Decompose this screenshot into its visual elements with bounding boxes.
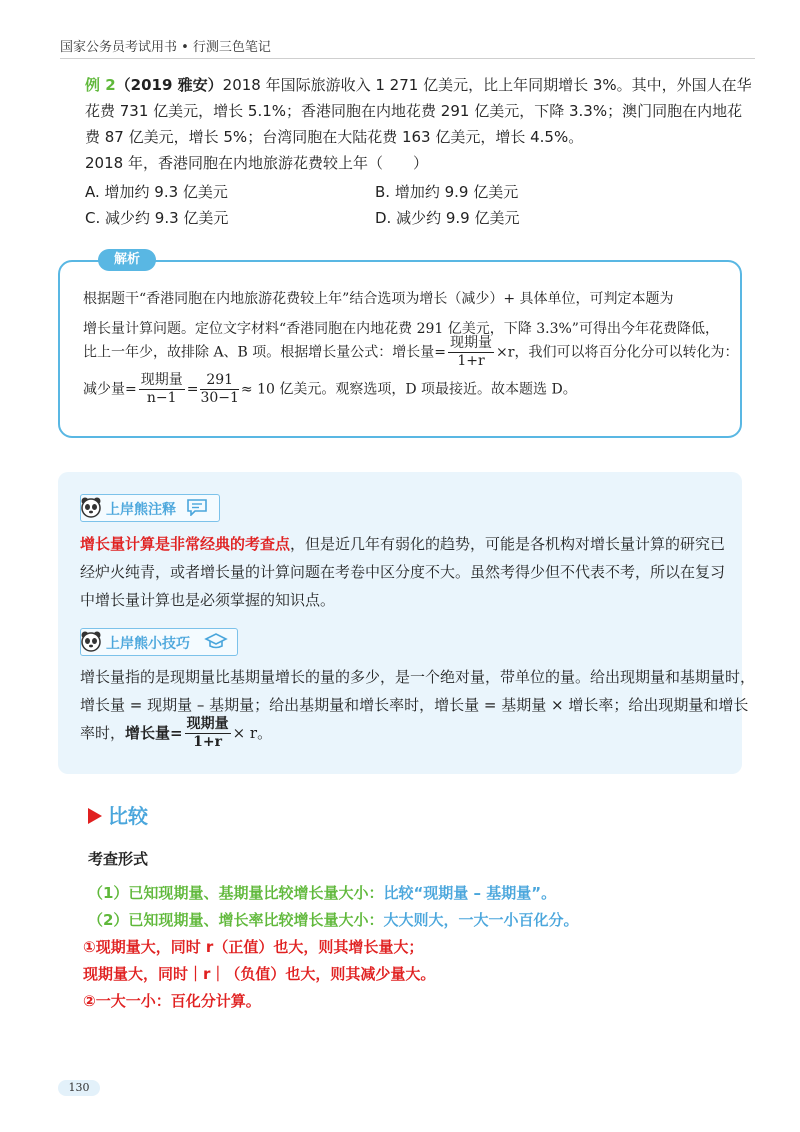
section-subtitle: 考查形式 <box>88 850 149 868</box>
note1-highlight: 增长量计算是非常经典的考查点 <box>80 535 291 553</box>
value-fraction <box>200 372 238 407</box>
example-source: （2019 雅安） <box>115 76 223 94</box>
example-label: 例 2 <box>85 76 116 94</box>
triangle-bullet-icon <box>88 808 102 824</box>
header-divider <box>60 58 755 59</box>
option-b: B. 增加约 9.9 亿美元 <box>375 183 519 201</box>
graduation-cap-icon <box>204 632 228 650</box>
analysis-line-4 <box>83 372 577 407</box>
option-a: A. 增加约 9.3 亿美元 <box>85 183 228 201</box>
item-text: 大大则大，一大一小百化分。 <box>383 911 579 929</box>
note-tag-label: 上岸熊注释 <box>106 502 176 518</box>
analysis-line-4-pre: 减少量= <box>83 381 137 398</box>
note1-line-2: 经炉火纯青，或者增长量的计算问题在考卷中区分度不大。虽然考得少但不代表不考，所以在复习 <box>80 563 726 581</box>
note2-line-3-pre: 率时， <box>80 724 126 742</box>
note2-line-2: 增长量 = 现期量 – 基期量；给出基期量和增长率时，增长量 = 基期量 × 增长率；给出现期量和增长 <box>80 696 749 714</box>
fraction-denominator: 1+r <box>457 353 485 369</box>
section-title-text: 比较 <box>108 804 148 828</box>
equals-sign: = <box>186 381 199 398</box>
note1-line-1-rest: ，但是近几年有弱化的趋势，可能是各机构对增长量计算的研究已 <box>290 535 726 553</box>
fraction-denominator: 30−1 <box>200 390 239 406</box>
growth-formula-fraction <box>448 335 494 370</box>
exam-form-item-1 <box>88 882 556 903</box>
tip-formula-fraction <box>185 716 231 751</box>
note2-formula-label: 增长量= <box>125 724 183 742</box>
rule-line-3: ②一大一小：百化分计算。 <box>83 992 261 1010</box>
analysis-tag: 解析 <box>98 249 156 271</box>
item-label: （1）已知现期量、基期量比较增长量大小： <box>88 884 384 902</box>
rule-line-2: 现期量大，同时｜r｜（负值）也大，则其减少量大。 <box>83 965 436 983</box>
exam-form-item-2 <box>88 909 578 930</box>
tip-tag-label: 上岸熊小技巧 <box>106 636 190 652</box>
option-d: D. 减少约 9.9 亿美元 <box>375 209 520 227</box>
note2-line-1: 增长量指的是现期量比基期量增长的量的多少，是一个绝对量，带单位的量。给出现期量和基期量时， <box>80 668 756 686</box>
option-c: C. 减少约 9.3 亿美元 <box>85 209 229 227</box>
fraction-denominator: n−1 <box>146 390 177 406</box>
example-line-1 <box>85 72 752 98</box>
note2-line-3-post: × r。 <box>232 724 273 742</box>
decrease-formula-fraction <box>139 372 185 407</box>
page-number: 130 <box>68 1081 90 1094</box>
analysis-line-4-post: ≈ 10 亿美元。观察选项，D 项最接近。故本题选 D。 <box>240 381 577 398</box>
analysis-line-2: 增长量计算问题。定位文字材料“香港同胞在内地花费 291 亿美元，下降 3.3%”可得出今年花费降低， <box>83 321 719 337</box>
analysis-line-3 <box>83 335 738 370</box>
comment-icon <box>186 498 208 516</box>
example-line-2: 花费 731 亿美元，增长 5.1%；香港同胞在内地花费 291 亿美元，下降 3.3%；澳门同胞在内地花 <box>85 102 743 120</box>
fraction-numerator: 291 <box>200 372 238 390</box>
analysis-line-3-pre: 比上一年少，故排除 A、B 项。根据增长量公式：增长量= <box>83 344 447 361</box>
rule-line-1: ①现期量大，同时 r（正值）也大，则其增长量大； <box>83 938 424 956</box>
fraction-numerator: 现期量 <box>186 716 229 732</box>
note1-line-3: 中增长量计算也是必须掌握的知识点。 <box>80 591 336 609</box>
example-text-1: 2018 年国际旅游收入 1 271 亿美元，比上年同期增长 3%。其中，外国人在华 <box>222 76 752 94</box>
note1-line-1 <box>80 533 725 554</box>
analysis-line-1: 根据题干“香港同胞在内地旅游花费较上年”结合选项为增长（减少）+ 具体单位，可判定本题为 <box>83 291 674 307</box>
note2-line-3 <box>80 716 272 751</box>
item-label: （2）已知现期量、增长率比较增长量大小： <box>88 911 384 929</box>
example-line-3: 费 87 亿美元，增长 5%；台湾同胞在大陆花费 163 亿美元，增长 4.5%。 <box>85 128 584 146</box>
fraction-denominator: 1+r <box>193 734 223 750</box>
bear-mascot-icon <box>80 630 102 652</box>
analysis-line-3-post: ×r，我们可以将百分化分可以转化为： <box>496 344 739 361</box>
running-header: 国家公务员考试用书 • 行测三色笔记 <box>60 40 271 55</box>
fraction-numerator: 现期量 <box>450 335 493 351</box>
section-title <box>88 800 148 829</box>
bear-mascot-icon <box>80 496 102 518</box>
example-question: 2018 年，香港同胞在内地旅游花费较上年（ ） <box>85 154 428 172</box>
item-text: 比较“现期量 – 基期量”。 <box>383 884 557 902</box>
fraction-numerator: 现期量 <box>140 372 183 388</box>
